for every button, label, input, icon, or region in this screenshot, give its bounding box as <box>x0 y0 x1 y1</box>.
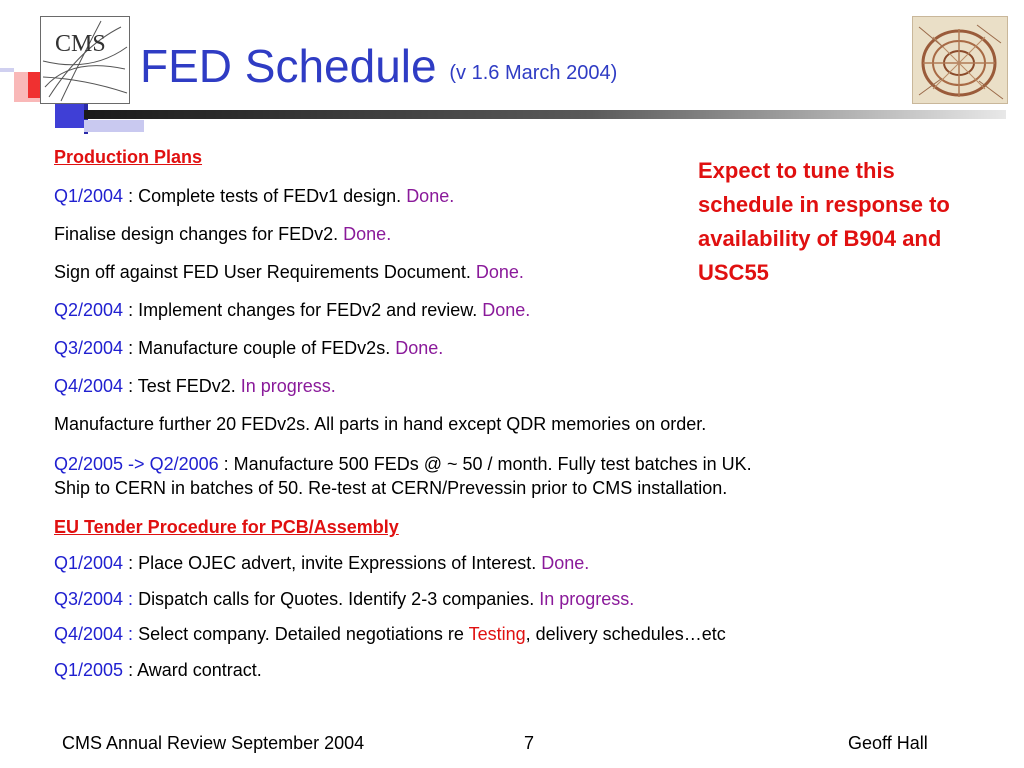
production-line-1: Q1/2004 : Complete tests of FEDv1 design. Done. <box>54 186 455 206</box>
detector-photo <box>912 16 1008 104</box>
eu-tender-heading: EU Tender Procedure for PCB/Assembly <box>54 517 399 537</box>
tender-line-4: Q1/2005 : Award contract. <box>54 660 262 680</box>
production-line-6: Q4/2004 : Test FEDv2. In progress. <box>54 376 336 396</box>
title-version: (v 1.6 March 2004) <box>449 62 618 84</box>
production-line-8: Q2/2005 -> Q2/2006 : Manufacture 500 FEDs @ ~ 50 / month. Fully test batches in UK. <box>54 454 752 474</box>
production-plans-heading: Production Plans <box>54 147 203 167</box>
production-line-2: Finalise design changes for FEDv2. Done. <box>54 224 392 244</box>
cms-logo <box>40 16 130 104</box>
tender-line-2: Q3/2004 : Dispatch calls for Quotes. Identify 2-3 companies. In progress. <box>54 589 635 609</box>
production-line-3: Sign off against FED User Requirements Document. Done. <box>54 262 524 282</box>
production-line-4: Q2/2004 : Implement changes for FEDv2 and review. Done. <box>54 300 531 320</box>
footer-event: CMS Annual Review September 2004 <box>62 733 365 753</box>
tender-line-1: Q1/2004 : Place OJEC advert, invite Expressions of Interest. Done. <box>54 553 590 573</box>
page-title <box>140 38 617 101</box>
schedule-note: Expect to tune this schedule in response to availability of B904 and USC55 <box>698 158 950 285</box>
detector-sketch-graphic <box>913 17 1007 103</box>
header-horizontal-rule <box>84 110 1006 119</box>
header-lavender-bar <box>84 120 144 132</box>
footer-author: Geoff Hall <box>848 733 928 753</box>
logo-text: CMS <box>55 31 106 57</box>
production-line-7: Manufacture further 20 FEDv2s. All parts in hand except QDR memories on order. <box>54 414 707 434</box>
footer-page-number: 7 <box>524 733 535 753</box>
title-main: FED Schedule <box>140 40 437 92</box>
production-line-5: Q3/2004 : Manufacture couple of FEDv2s. Done. <box>54 338 444 358</box>
header-blue-square <box>55 104 85 128</box>
production-line-9: Ship to CERN in batches of 50. Re-test at CERN/Prevessin prior to CMS installation. <box>54 478 728 498</box>
tender-line-3: Q4/2004 : Select company. Detailed negotiations re Testing, delivery schedules…etc <box>54 624 726 644</box>
header-accent-line <box>0 68 14 72</box>
cms-logo-graphic <box>41 17 129 103</box>
